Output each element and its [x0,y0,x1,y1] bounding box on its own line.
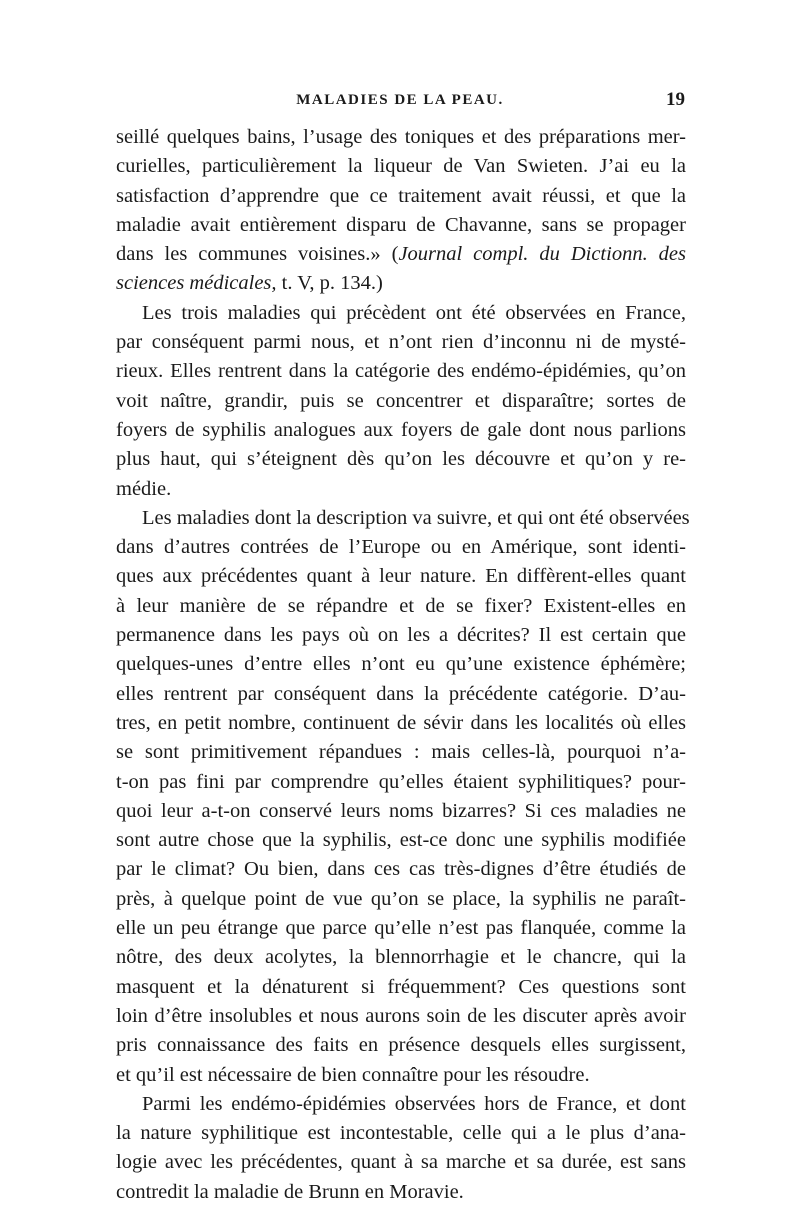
text-line: logie avec les précédentes, quant à sa marche et sa durée, est sans [116,1151,686,1174]
text-line: elle un peu étrange que parce qu’elle n’est pas flanquée, comme la [116,917,686,940]
citation-text: sciences médicales, [116,272,277,295]
text-line: foyers de syphilis analogues aux foyers de gale dont nous parlions [116,418,686,441]
paragraph-start-line: Parmi les endémo-épidémies observées hors de France, et dont [142,1092,686,1115]
text-line: contredit la maladie de Brunn en Moravie. [116,1180,464,1203]
text-line: la nature syphilitique est incontestable, celle qui a le plus d’ana- [116,1122,686,1145]
body-text [116,123,690,1207]
text-line: quoi leur a-t-on conservé leurs noms bizarres? Si ces maladies ne [116,799,686,822]
text-line: par conséquent parmi nous, et n’ont rien d’inconnu ni de mysté- [116,331,686,354]
text-line: par le climat? Ou bien, dans ces cas très-dignes d’être étudiés de [116,858,686,881]
text-line: voit naître, grandir, puis se concentrer et disparaître; sortes de [116,389,686,412]
text-line: nôtre, des deux acolytes, la blennorrhagie et le chancre, qui la [116,946,686,969]
text-line: permanence dans les pays où on les a décrites? Il est certain que [116,624,686,647]
text-line: satisfaction d’apprendre que ce traitement avait réussi, et que la [116,184,686,207]
text-line: t-on pas fini par comprendre qu’elles étaient syphilitiques? pour- [116,770,686,793]
paragraph-start-line: Les trois maladies qui précèdent ont été observées en France, [142,301,686,324]
text-line: loin d’être insolubles et nous aurons soin de les discuter après avoir [116,1004,686,1027]
citation-text: Journal compl. du Dictionn. des [398,243,686,266]
text-line: médie. [116,477,172,500]
text-line: curielles, particulièrement la liqueur de Van Swieten. J’ai eu la [116,155,686,178]
text-line: plus haut, qui s’éteignent dès qu’on les découvre et qu’on y re- [116,448,686,471]
text-line: sont autre chose que la syphilis, est-ce donc une syphilis modifiée [116,829,686,852]
text-line: tres, en petit nombre, continuent de sévir dans les localités où elles [116,711,686,734]
text-segment: t. V, p. 134.) [276,272,383,295]
text-line: masquent et la dénaturent si fréquemment? Ces questions sont [116,975,686,998]
paragraph-start-line: Les maladies dont la description va suivre, et qui ont été observées [142,506,690,529]
text-line: seillé quelques bains, l’usage des toniques et des préparations mer- [116,126,686,148]
text-line: quelques-unes d’entre elles n’ont eu qu’une existence éphémère; [116,653,686,676]
text-line: elles rentrent par conséquent dans la précédente catégorie. D’au- [116,682,686,705]
text-line: dans d’autres contrées de l’Europe ou en Amérique, sont identi- [116,536,686,559]
running-head [115,89,685,116]
running-title: MALADIES DE LA PEAU. [296,92,504,108]
text-line [116,240,686,269]
text-line: rieux. Elles rentrent dans la catégorie des endémo-épidémies, qu’on [116,360,686,383]
text-line: se sont primitivement répandues : mais celles-là, pourquoi n’a- [116,741,686,764]
text-line [116,269,686,298]
text-line: à leur manière de se répandre et de se fixer? Existent-elles en [116,594,686,617]
text-line: et qu’il est nécessaire de bien connaître pour les résoudre. [116,1063,590,1086]
text-segment: dans les communes voisines.» ( [116,243,399,266]
page-number: 19 [666,89,685,110]
text-line: maladie avait entièrement disparu de Chavanne, sans se propager [116,213,686,236]
text-line: ques aux précédentes quant à leur nature. En diffèrent-elles quant [116,565,686,588]
text-line: près, à quelque point de vue qu’on se place, la syphilis ne paraît- [116,887,686,910]
text-line: pris connaissance des faits en présence desquels elles surgissent, [116,1034,686,1057]
